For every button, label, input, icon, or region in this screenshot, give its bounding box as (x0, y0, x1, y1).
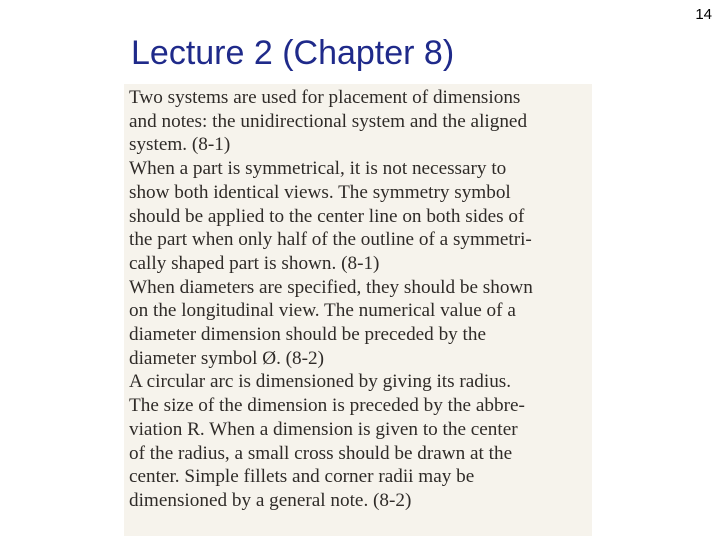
paragraph-placement-systems (129, 86, 588, 157)
text-line: the part when only half of the outline of a symmetri- (129, 229, 532, 251)
slide-title: Lecture 2 (Chapter 8) (131, 34, 455, 72)
text-line: should be applied to the center line on both sides of (129, 205, 525, 227)
text-line: show both identical views. The symmetry symbol (129, 181, 511, 203)
text-line: diameter dimension should be preceded by the (129, 324, 486, 346)
text-line: A circular arc is dimensioned by giving its radius. (129, 371, 512, 393)
paragraph-symmetry (129, 157, 588, 276)
text-line: diameter symbol Ø. (8-2) (129, 347, 325, 369)
text-line: When a part is symmetrical, it is not necessary to (129, 158, 507, 180)
text-line: viation R. When a dimension is given to the center (129, 418, 518, 440)
text-line: Two systems are used for placement of dimensions (129, 87, 521, 108)
text-line: The size of the dimension is preceded by the abbre- (129, 395, 525, 417)
text-line: When diameters are specified, they should be shown (129, 276, 533, 298)
scanned-text-image (124, 84, 592, 536)
text-line: on the longitudinal view. The numerical value of a (129, 300, 516, 322)
paragraph-diameters (129, 276, 588, 371)
text-line: center. Simple fillets and corner radii may be (129, 466, 475, 488)
text-line: system. (8-1) (129, 134, 231, 156)
paragraph-circular-arc (129, 370, 588, 512)
text-line: of the radius, a small cross should be drawn at the (129, 442, 513, 464)
text-line: and notes: the unidirectional system and the aligned (129, 110, 528, 132)
text-line: cally shaped part is shown. (8-1) (129, 252, 380, 274)
text-line: dimensioned by a general note. (8-2) (129, 489, 412, 511)
slide-number: 14 (695, 6, 712, 23)
